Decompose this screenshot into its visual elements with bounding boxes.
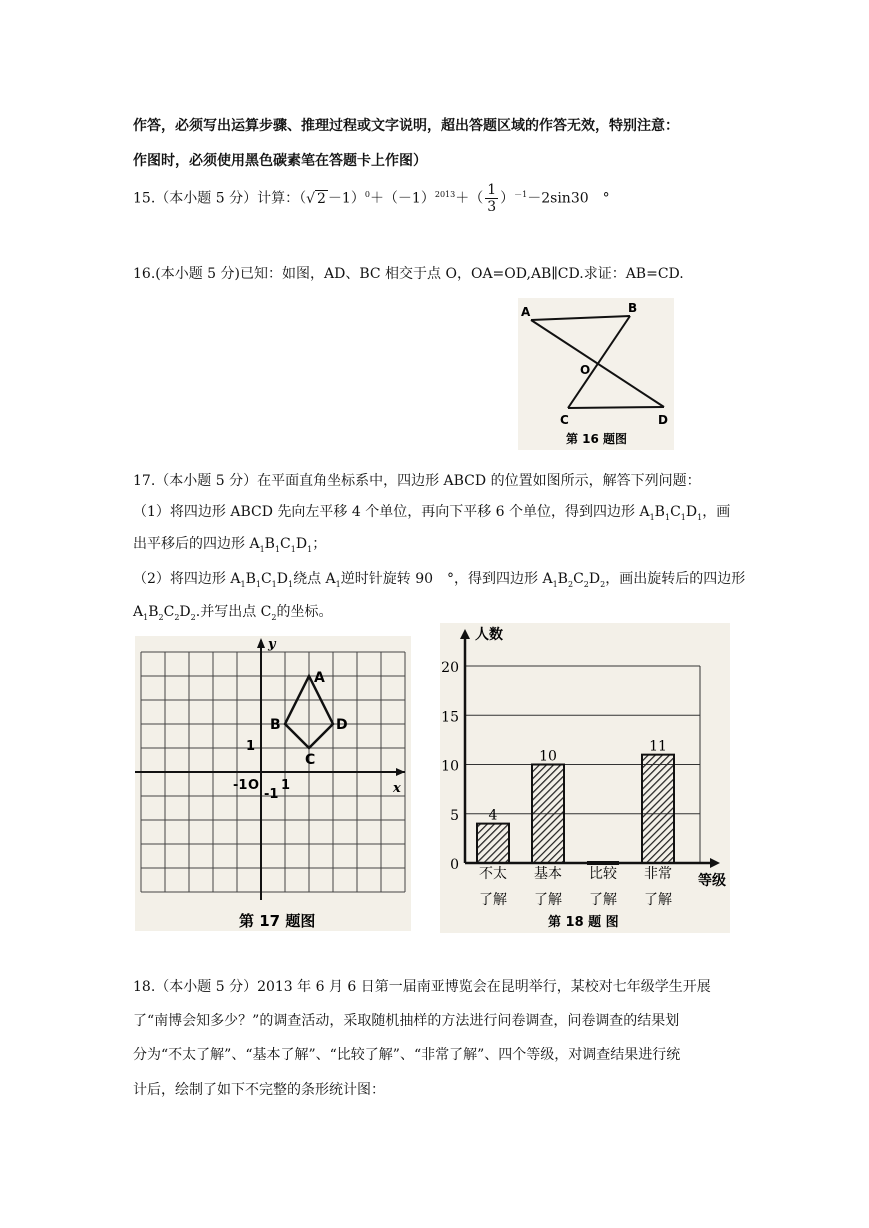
- text: （2）将四边形 A: [133, 571, 241, 587]
- point-label-a: A: [314, 670, 325, 686]
- label-c: C: [560, 413, 569, 427]
- sub: 1: [255, 579, 261, 589]
- sub: 1: [307, 544, 313, 554]
- y-axis-label: y: [268, 637, 276, 652]
- point-label-b: B: [270, 717, 281, 733]
- y-tick-label: 20: [441, 660, 459, 676]
- x-tick-label: 不太: [479, 866, 507, 882]
- sub: 2: [583, 579, 589, 589]
- segment-ab: [531, 316, 630, 320]
- sub: 1: [274, 544, 281, 554]
- sqrt-radicand: 2: [317, 190, 326, 207]
- bar-1: [532, 765, 564, 864]
- text: 出平移后的四边形 A: [133, 536, 260, 552]
- figure-16: [518, 298, 674, 450]
- text: A: [133, 604, 144, 620]
- y-axis-arrow: [460, 629, 470, 639]
- sub: 2: [158, 612, 164, 622]
- y-tick-label: 10: [441, 758, 459, 775]
- sub: 1: [143, 612, 149, 622]
- text: 逆时针旋转 90 °，得到四边形 A: [340, 571, 553, 587]
- y-tick-label: 0: [450, 857, 459, 873]
- figure-16-caption: 第 16 题图: [566, 432, 628, 446]
- text: ；: [312, 536, 327, 552]
- origin-label: O: [248, 778, 260, 793]
- q15-part: ＋（－1）: [369, 190, 435, 207]
- fraction-denominator: 3: [487, 199, 497, 215]
- x-tick-label: 基本: [534, 866, 562, 882]
- fraction-one-third: [485, 182, 498, 215]
- x-tick-label: 非常: [644, 866, 672, 882]
- q15-part: －2sin30 °: [527, 190, 610, 207]
- question-17-line-5: $A_1B_2C_2D_2$.并写出点 $C_2$的坐标。: [133, 604, 333, 622]
- sub: 1: [271, 579, 277, 589]
- y-tick-label: 15: [441, 709, 459, 726]
- instruction-line-1: 作答，必须写出运算步骤、推理过程或文字说明，超出答题区域的作答无效，特别注意：: [133, 118, 679, 134]
- exponent: －1: [514, 189, 528, 199]
- question-17-line-1: 17.（本小题 5 分）在平面直角坐标系中，四边形 ABCD 的位置如图所示，解答下列问题：: [133, 473, 701, 489]
- sub: 1: [290, 544, 296, 554]
- point-label-c: C: [305, 752, 316, 768]
- figure-16-diagram: [518, 298, 674, 450]
- x-axis-label: 等级: [698, 873, 726, 889]
- y-axis-label: 人数: [475, 627, 503, 643]
- x-tick-label: 了解: [534, 892, 562, 908]
- sub: 1: [259, 544, 265, 554]
- sub: 1: [288, 579, 294, 589]
- x-axis-arrow: [710, 858, 720, 868]
- x-tick-label: 比较: [589, 866, 617, 882]
- label-b: B: [628, 301, 638, 315]
- y-axis-arrow: [257, 638, 265, 648]
- exponent: 0: [364, 189, 370, 199]
- point-label-d: D: [336, 717, 348, 733]
- tick-label-x-1: 1: [281, 778, 291, 793]
- q15-part: （: [299, 190, 307, 207]
- question-17-line-2: （1）将四边形 ABCD 先向左平移 4 个单位，再向下平移 6 个单位，得到四边形 $A_1B_1C_1D_1$，画: [133, 504, 731, 522]
- label-d: D: [658, 413, 668, 427]
- q15-part: ＋（: [455, 190, 484, 207]
- sqrt-2: √ 2: [306, 190, 326, 207]
- question-18-line-4: 计后，绘制了如下不完整的条形统计图：: [133, 1082, 385, 1098]
- x-tick-label: 了解: [589, 892, 617, 908]
- bar-3: [642, 755, 674, 863]
- text: ，画: [702, 504, 731, 520]
- text: .并写出点 C: [195, 604, 272, 620]
- text: （1）将四边形 ABCD 先向左平移 4 个单位，再向下平移 6 个单位，得到四边形 A: [133, 504, 650, 520]
- sub: 1: [680, 512, 686, 522]
- sub: 1: [240, 579, 246, 589]
- tick-label-y-neg1: -1: [264, 787, 279, 802]
- question-18-line-1: 18.（本小题 5 分）2013 年 6 月 6 日第一届南亚博览会在昆明举行，某校对七年级学生开展: [133, 979, 711, 995]
- instruction-line-2: 作图时，必须使用黑色碳素笔在答题卡上作图）: [133, 153, 427, 169]
- question-18-line-3: 分为“不太了解”、“基本了解”、“比较了解”、“非常了解”、四个等级，对调查结果进行统: [133, 1047, 681, 1063]
- coordinate-grid: [135, 636, 411, 931]
- question-16: 16.(本小题 5 分)已知：如图，AD、BC 相交于点 O，OA=OD,AB∥CD.求证：AB=CD.: [133, 266, 684, 282]
- label-o: O: [580, 363, 591, 377]
- question-18-line-2: 了“南博会知多少？”的调查活动，采取随机抽样的方法进行问卷调查，问卷调查的结果划: [133, 1013, 680, 1029]
- sub: 2: [567, 579, 574, 589]
- sub: 1: [335, 579, 341, 589]
- figure-18-caption: 第 18 题 图: [548, 915, 619, 930]
- bar-chart: [440, 623, 730, 933]
- text: 绕点 A: [293, 571, 336, 587]
- figure-17: [135, 636, 411, 931]
- question-17-line-4: （2）将四边形 $A_1B_1C_1D_1$绕点 $A_1$逆时针旋转 90 °，得到四边形 $A_1B_2C_2D_2$，画出旋转后的四边形: [133, 571, 746, 589]
- question-15: [133, 182, 610, 215]
- q15-label: 15.（本小题 5 分）计算：: [133, 190, 300, 207]
- x-tick-label: 了解: [479, 892, 507, 908]
- q15-part: ）: [500, 190, 515, 207]
- q15-part: －1）: [327, 190, 365, 207]
- figure-18: [440, 623, 730, 933]
- segment-cd: [568, 407, 664, 408]
- y-tick-label: 5: [450, 807, 459, 824]
- x-tick-label: 了解: [644, 892, 672, 908]
- bar-0: [477, 824, 509, 863]
- figure-17-caption: 第 17 题图: [239, 912, 316, 930]
- sub: 2: [600, 579, 606, 589]
- bar-value-label: 11: [649, 738, 667, 755]
- sub: 2: [271, 612, 277, 622]
- fraction-numerator: 1: [487, 182, 497, 198]
- sub: 1: [649, 512, 655, 522]
- sub: 2: [174, 612, 180, 622]
- segment-bc: [568, 316, 630, 408]
- x-axis-label: x: [393, 781, 401, 796]
- sub: 1: [552, 579, 558, 589]
- sub: 1: [664, 512, 671, 522]
- tick-label-y-1: 1: [246, 739, 256, 754]
- label-a: A: [521, 305, 531, 319]
- bar-value-label: 4: [488, 807, 498, 824]
- text: 的坐标。: [276, 604, 333, 620]
- sub: 1: [697, 512, 703, 522]
- tick-label-x-neg1: -1: [233, 778, 248, 793]
- bar-value-label: 10: [539, 748, 557, 765]
- sub: 2: [190, 612, 196, 622]
- text: ，画出旋转后的四边形: [605, 571, 746, 587]
- exponent: 2013: [434, 189, 456, 199]
- x-axis-arrow: [396, 768, 405, 776]
- question-17-line-3: 出平移后的四边形 $A_1B_1C_1D_1$；: [133, 536, 327, 554]
